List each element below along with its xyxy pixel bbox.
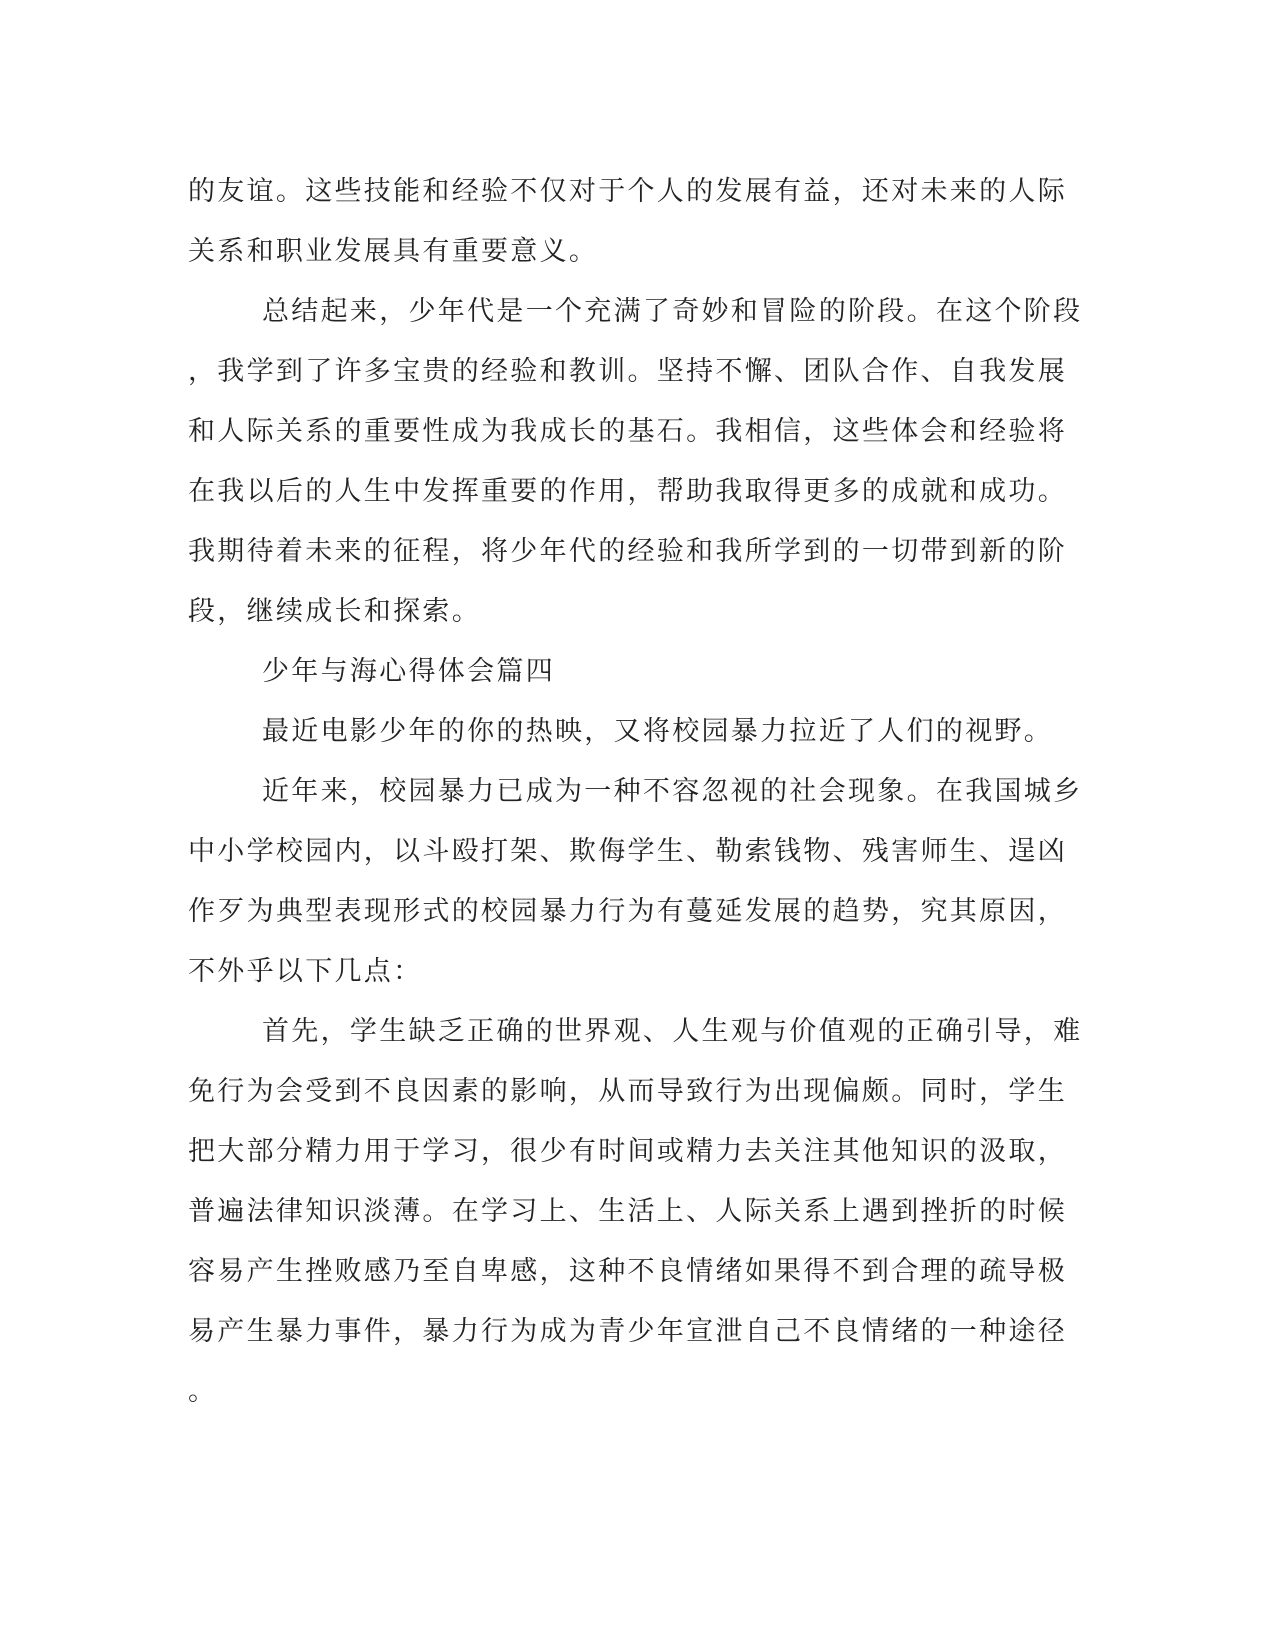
document-body — [188, 162, 1088, 1422]
text-line: 中小学校园内，以斗殴打架、欺侮学生、勒索钱物、残害师生、逞凶 — [188, 836, 1067, 867]
text-line: 免行为会受到不良因素的影响，从而导致行为出现偏颇。同时，学生 — [188, 1076, 1067, 1107]
text-line: 在我以后的人生中发挥重要的作用，帮助我取得更多的成就和成功。 — [188, 476, 1067, 507]
text-line: 易产生暴力事件，暴力行为成为青少年宣泄自己不良情绪的一种途径 — [188, 1316, 1067, 1347]
text-line: 关系和职业发展具有重要意义。 — [188, 236, 599, 267]
paragraph-start-line: 总结起来，少年代是一个充满了奇妙和冒险的阶段。在这个阶段 — [262, 296, 1083, 327]
paragraph-start-line: 最近电影少年的你的热映，又将校园暴力拉近了人们的视野。 — [262, 716, 1054, 747]
paragraph-start-line: 近年来，校园暴力已成为一种不容忽视的社会现象。在我国城乡 — [262, 776, 1083, 807]
text-line: 和人际关系的重要性成为我成长的基石。我相信，这些体会和经验将 — [188, 416, 1067, 447]
section-heading: 少年与海心得体会篇四 — [262, 656, 555, 687]
text-line: 作歹为典型表现形式的校园暴力行为有蔓延发展的趋势，究其原因， — [188, 896, 1067, 927]
text-line: 段，继续成长和探索。 — [188, 596, 481, 627]
text-line: 把大部分精力用于学习，很少有时间或精力去关注其他知识的汲取， — [188, 1136, 1067, 1167]
paragraph-start-line: 首先，学生缺乏正确的世界观、人生观与价值观的正确引导，难 — [262, 1016, 1083, 1047]
text-line: 容易产生挫败感乃至自卑感，这种不良情绪如果得不到合理的疏导极 — [188, 1256, 1067, 1287]
text-line: 。 — [188, 1376, 218, 1407]
text-line: 普遍法律知识淡薄。在学习上、生活上、人际关系上遇到挫折的时候 — [188, 1196, 1067, 1227]
text-line: 我期待着未来的征程，将少年代的经验和我所学到的一切带到新的阶 — [188, 536, 1067, 567]
text-line: ，我学到了许多宝贵的经验和教训。坚持不懈、团队合作、自我发展 — [188, 356, 1067, 387]
text-line: 不外乎以下几点： — [188, 956, 423, 987]
text-line: 的友谊。这些技能和经验不仅对于个人的发展有益，还对未来的人际 — [188, 176, 1067, 207]
